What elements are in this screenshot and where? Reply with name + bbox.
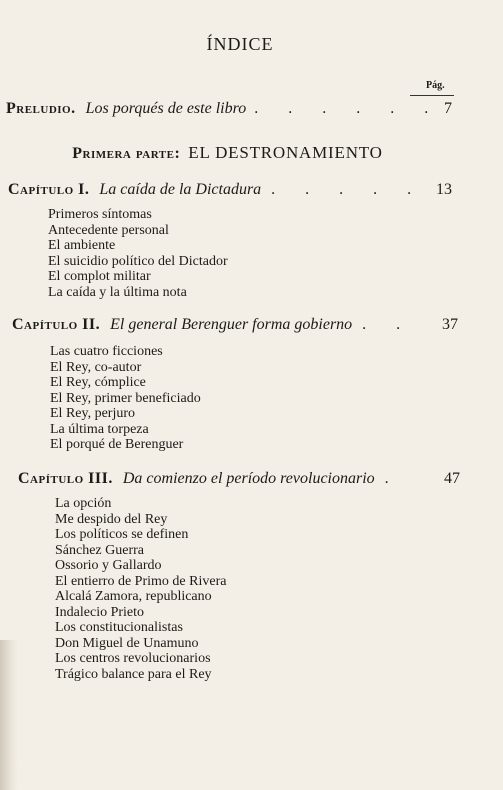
part-label: Primera parte: (72, 145, 181, 162)
chapter-3-section: La opción (55, 496, 112, 511)
chapter-2-section: El Rey, cómplice (50, 375, 146, 390)
chapter-1-page-number: 13 (436, 181, 452, 198)
preludio-label: Preludio. (6, 100, 76, 117)
chapter-3-section: Los políticos se definen (55, 527, 189, 542)
chapter-1-label: Capítulo I. (8, 181, 90, 198)
chapter-3-section: El entierro de Primo de Rivera (55, 573, 227, 589)
chapter-2-page-number: 37 (442, 316, 458, 333)
preludio-entry (6, 100, 441, 118)
chapter-1-section: El suicidio político del Dictador (48, 253, 228, 269)
chapter-3-section: Me despido del Rey (55, 511, 168, 527)
chapter-3-section: Alcalá Zamora, republicano (55, 589, 212, 604)
chapter-1-leader-dots: . . . . . (271, 181, 425, 198)
page-edge-shadow (0, 640, 18, 790)
chapter-3-entry (18, 470, 402, 488)
chapter-1-title: La caída de la Dictadura (99, 181, 262, 198)
chapter-3-sections (55, 496, 226, 682)
chapter-3-section: Trágico balance para el Rey (55, 666, 212, 682)
chapter-3-page-number: 47 (444, 470, 460, 487)
page-column-label: Pág. (426, 80, 445, 91)
chapter-1-section: El ambiente (48, 238, 116, 253)
chapter-2-section: Las cuatro ficciones (50, 344, 163, 359)
chapter-1-section: El complot militar (48, 269, 151, 284)
page-column-rule (410, 95, 454, 96)
chapter-3-section: Don Miguel de Unamuno (55, 635, 199, 651)
preludio-page-number: 7 (444, 100, 452, 117)
chapter-1-section: Antecedente personal (48, 222, 169, 238)
chapter-2-entry (12, 316, 413, 334)
preludio-title: Los porqués de este libro (85, 100, 247, 117)
chapter-2-title: El general Berenguer forma gobierno (110, 316, 353, 333)
chapter-2-section: La última torpeza (50, 421, 149, 437)
chapter-3-section: Los centros revolucionarios (55, 651, 211, 666)
chapter-3-title: Da comienzo el período revolucionario (122, 470, 375, 487)
chapter-3-section: Sánchez Guerra (55, 542, 145, 558)
chapter-3-leader-dots: . (384, 470, 402, 487)
chapter-2-section: El Rey, perjuro (50, 406, 136, 421)
chapter-3-section: Ossorio y Gallardo (55, 558, 162, 573)
chapter-1-sections (48, 207, 228, 300)
chapter-1-section: Primeros síntomas (48, 207, 152, 222)
chapter-3-section: Los constitucionalistas (55, 620, 183, 635)
chapter-2-section: El Rey, primer beneficiado (50, 390, 201, 406)
chapter-2-leader-dots: . . (362, 316, 414, 333)
chapter-1-section: La caída y la última nota (48, 284, 187, 300)
chapter-2-section: El Rey, co-autor (50, 359, 142, 375)
part-title: EL DESTRONAMIENTO (188, 143, 383, 162)
chapter-3-section: Indalecio Prieto (55, 604, 145, 620)
index-title: ÍNDICE (206, 34, 274, 54)
chapter-1-entry (8, 181, 424, 199)
chapter-2-sections (50, 344, 201, 453)
chapter-2-section: El porqué de Berenguer (50, 437, 184, 452)
chapter-2-label: Capítulo II. (12, 316, 101, 333)
preludio-leader-dots: . . . . . . (254, 100, 442, 117)
chapter-3-label: Capítulo III. (18, 470, 113, 487)
part-heading (0, 143, 455, 163)
